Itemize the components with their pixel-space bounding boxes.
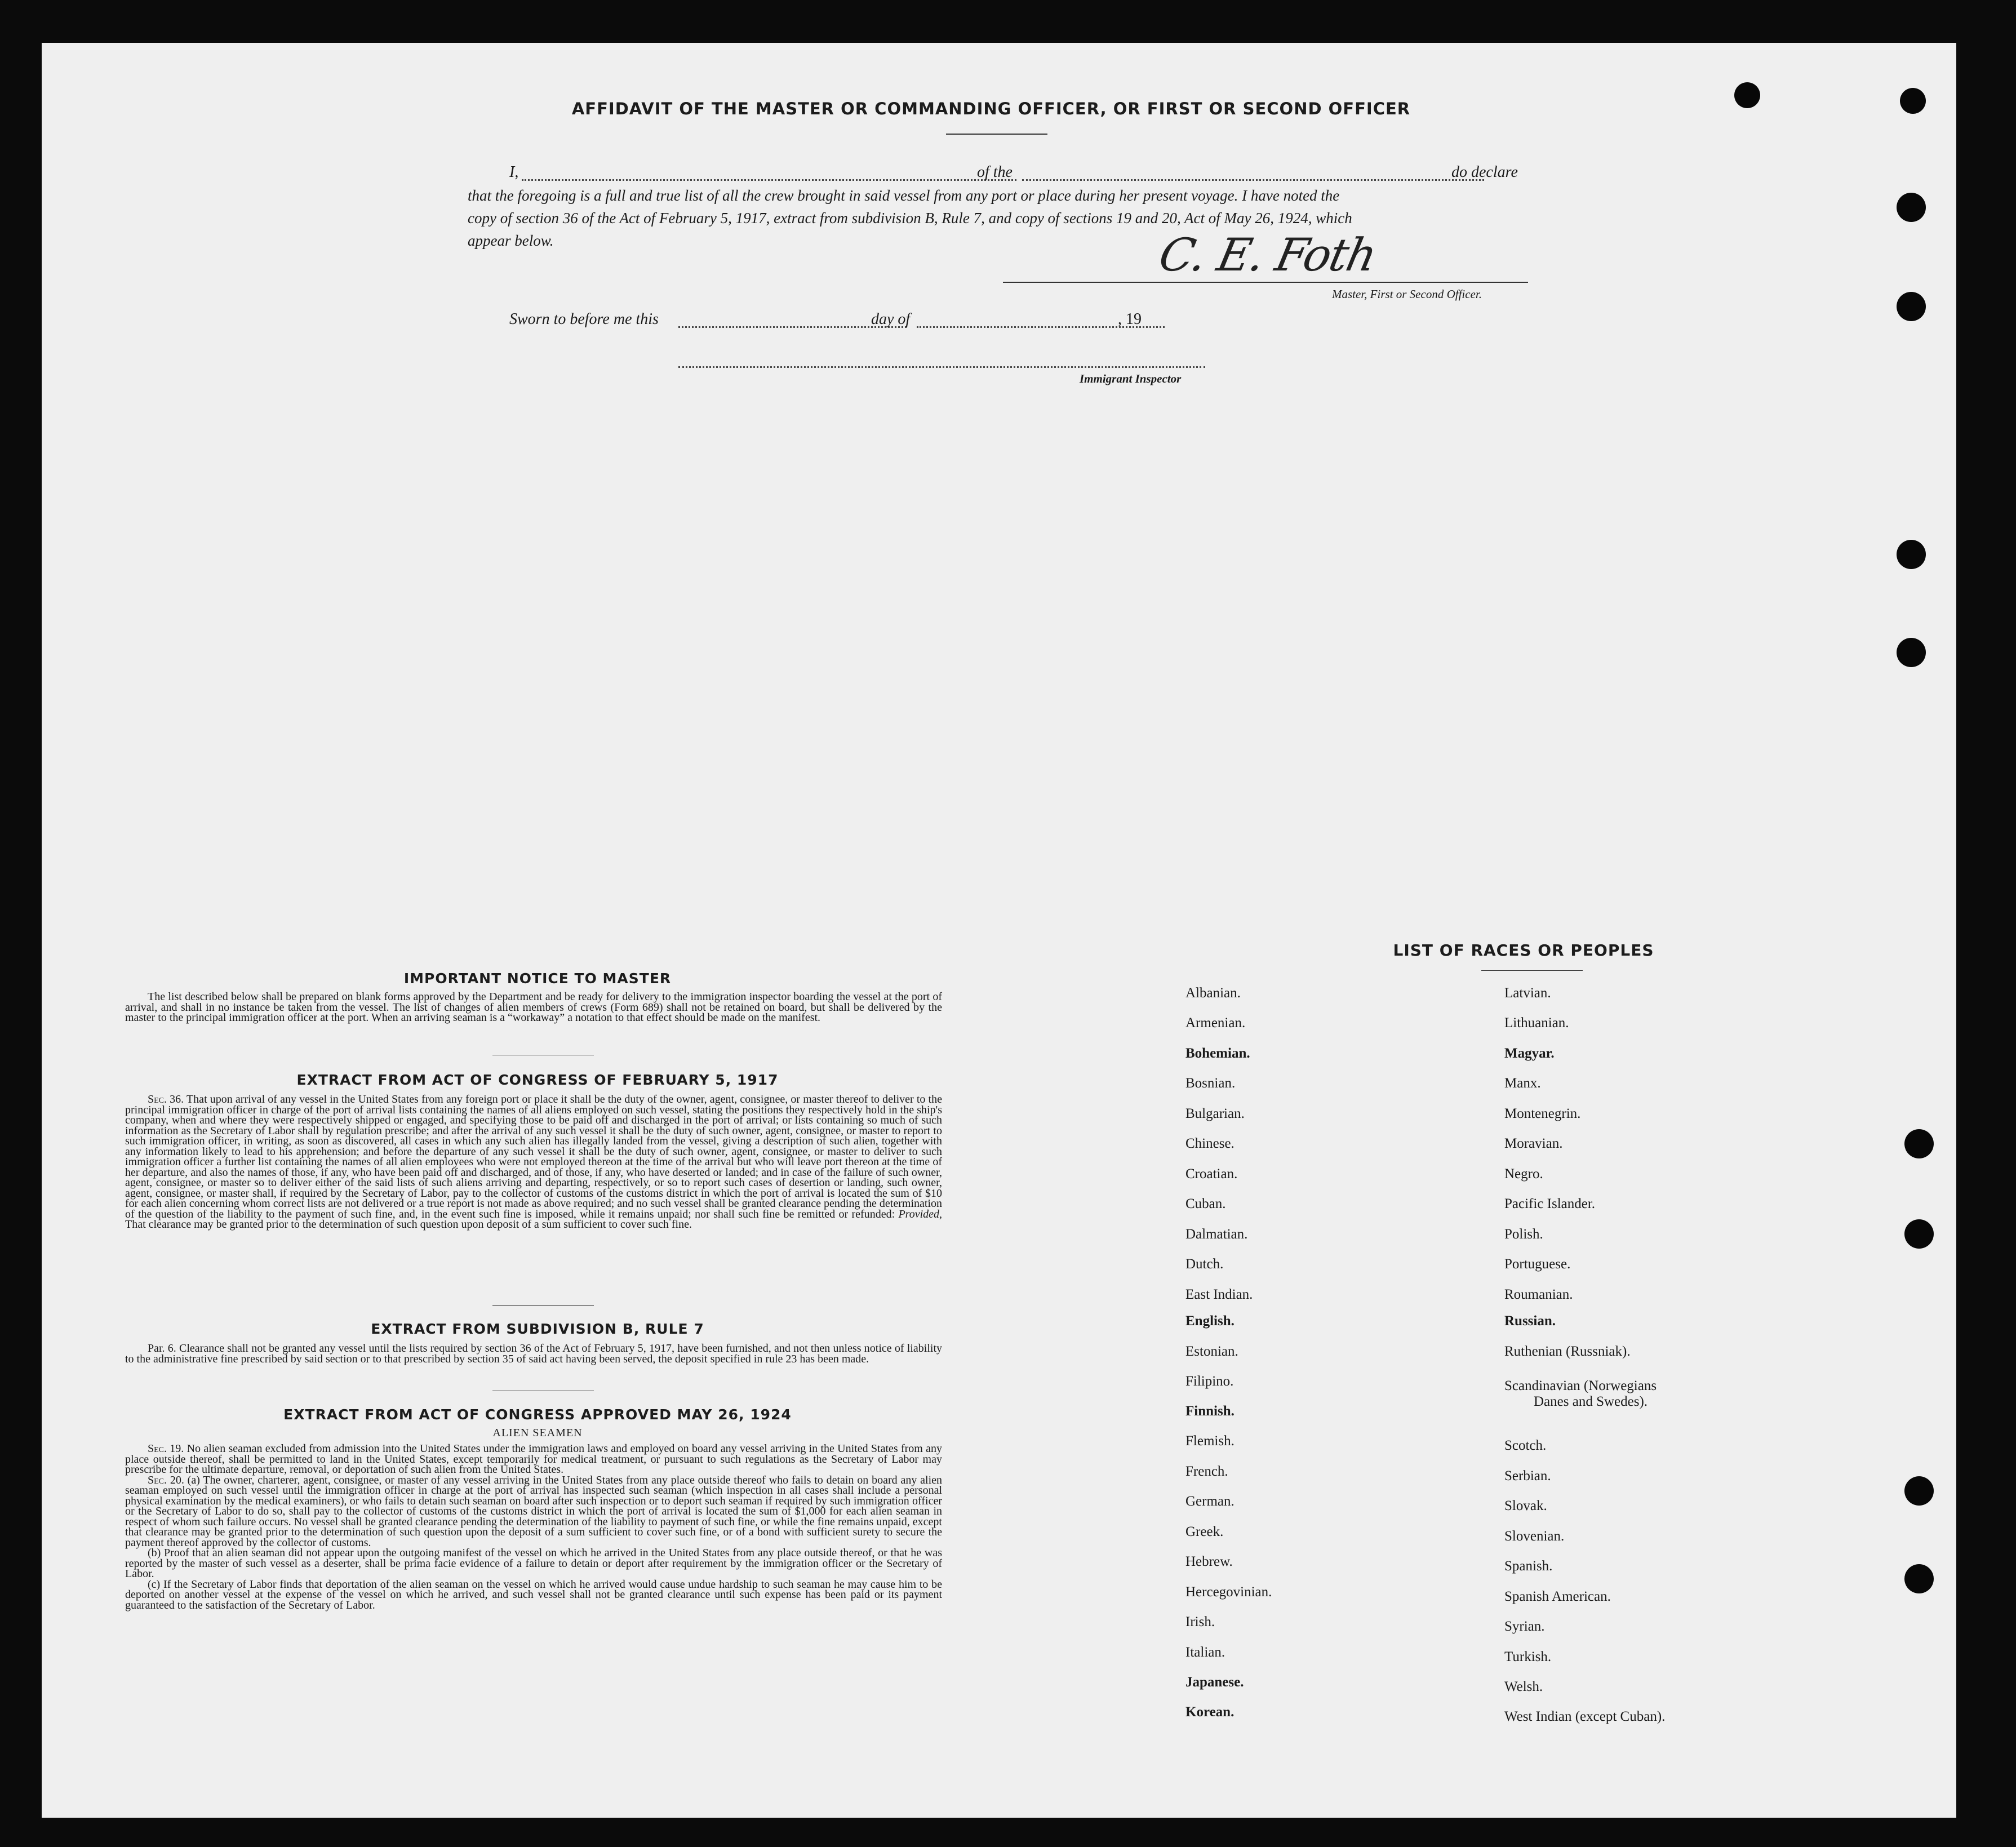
race-right-item: Slovak.: [1504, 1498, 1547, 1513]
signature-caption: Master, First or Second Officer.: [1332, 287, 1482, 301]
inspector-blank: [678, 366, 1205, 368]
binder-hole: [1897, 292, 1926, 321]
race-left-item: Croatian.: [1185, 1166, 1238, 1182]
race-right-item: Negro.: [1504, 1166, 1543, 1182]
race-right-item: Ruthenian (Russniak).: [1504, 1344, 1631, 1359]
notice-title: IMPORTANT NOTICE TO MASTER: [403, 970, 672, 987]
rule-7-title: EXTRACT FROM SUBDIVISION B, RULE 7: [371, 1321, 704, 1337]
sec-20a-text: (a) The owner, charterer, agent, consignee, or master of any vessel arriving in the United States from any place outside thereof who fails to detain on board any alien seaman employed on such vessel until the immigration officer in charge at the port of arrival has inspected such seaman (which inspection in all cases shall include a personal physical examination by the medical examiners), or who fails to detain such seaman on board after such inspection or to deport such seaman if required by such immigration officer or the Secretary of Labor to do so, shall pay to the collector of customs of the customs district in which the port of arrival is located the sum of $1,000 for each alien seaman in respect of whom such failure occurs. No vessel shall be granted clearance pending the determination of the liability to payment of such fine, or while the fine remains unpaid, except that clearance may be granted prior to the determination of such question upon the deposit of a sum sufficient to cover such fine, or of a bond with sufficient surety to secure the payment thereof approved by the collector of customs.: [125, 1473, 943, 1549]
inspector-caption: Immigrant Inspector: [1080, 372, 1182, 385]
race-right-item: Spanish.: [1504, 1559, 1553, 1574]
binder-hole: [1897, 193, 1926, 222]
sworn-label: Sworn to before me this: [509, 310, 659, 328]
master-signature: C. E. Foth: [1154, 229, 1381, 281]
race-right-item: Scotch.: [1504, 1438, 1547, 1453]
affidavit-of-the: of the: [977, 163, 1013, 181]
day-of-label: day of: [871, 310, 911, 328]
sec-20-label: Sec. 20.: [148, 1473, 184, 1486]
race-right-item: Roumanian.: [1504, 1287, 1573, 1302]
race-left-item: Flemish.: [1185, 1433, 1235, 1449]
race-left-item: Albanian.: [1185, 985, 1241, 1001]
race-left-item: Estonian.: [1185, 1344, 1238, 1359]
race-left-item: Filipino.: [1185, 1374, 1234, 1389]
form-page: [42, 43, 1956, 1818]
affidavit-line-4: appear below.: [468, 232, 554, 249]
sec-19-text: No alien seaman excluded from admission into the United States under the immigration laws and employed on board any vessel arriving in the United States from any place outside thereof, shall be permitted to land in the United States, except temporarily for medical treatment, or pursuant to such regulations as the Secretary of Labor may prescribe for the ultimate departure, removal, or deportation of such alien from the United States.: [125, 1442, 942, 1476]
race-left-item: Cuban.: [1185, 1196, 1226, 1211]
extract-1924-title: EXTRACT FROM ACT OF CONGRESS APPROVED MAY 26, 1924: [283, 1406, 792, 1423]
races-underline: [1481, 970, 1583, 971]
race-left-item: Bosnian.: [1185, 1076, 1236, 1091]
race-left-item: East Indian.: [1185, 1287, 1253, 1302]
race-left-item: Finnish.: [1185, 1404, 1235, 1419]
race-right-item: Serbian.: [1504, 1468, 1551, 1484]
signature-line: [1003, 282, 1528, 283]
race-right-item: Magyar.: [1504, 1046, 1555, 1061]
race-left-item: Dutch.: [1185, 1257, 1224, 1272]
affidavit-do-declare: do declare: [1451, 163, 1518, 181]
binder-hole: [1897, 540, 1926, 569]
race-right-item: Moravian.: [1504, 1136, 1563, 1151]
affidavit-line-3: copy of section 36 of the Act of February 5, 1917, extract from subdivision B, Rule 7, and copy of sections 19 and 20, Act of May 26, 1924, which: [468, 210, 1352, 227]
binder-hole: [1904, 1219, 1934, 1249]
race-right-item: Pacific Islander.: [1504, 1196, 1596, 1211]
vessel-blank: [1022, 179, 1484, 181]
race-left-item: Chinese.: [1185, 1136, 1235, 1151]
race-right-item: Portuguese.: [1504, 1257, 1571, 1272]
provided-word: Provided,: [898, 1207, 943, 1220]
race-left-item: Armenian.: [1185, 1015, 1246, 1031]
race-right-item: Latvian.: [1504, 985, 1551, 1001]
race-left-item: Korean.: [1185, 1704, 1235, 1720]
extract-1917-divider: [492, 1305, 594, 1306]
alien-seamen-subtitle: ALIEN SEAMEN: [492, 1427, 583, 1439]
extract-1917-text: [125, 1094, 942, 1230]
year-label: , 19: [1118, 310, 1142, 328]
race-right-item: Welsh.: [1504, 1679, 1543, 1694]
binder-hole: [1904, 1129, 1934, 1158]
races-title: LIST OF RACES OR PEOPLES: [1393, 941, 1654, 960]
extract-1924-text: [125, 1444, 942, 1610]
race-right-item: Turkish.: [1504, 1649, 1552, 1664]
race-right-item: Spanish American.: [1504, 1589, 1611, 1604]
sec-36-text-end: That clearance may be granted prior to the determination of such question upon deposit of a sum sufficient to cover such fine.: [125, 1218, 692, 1231]
race-left-item: English.: [1185, 1313, 1235, 1329]
race-left-item: French.: [1185, 1464, 1228, 1479]
binder-hole: [1900, 88, 1926, 114]
race-right-item: Manx.: [1504, 1076, 1541, 1091]
binder-hole: [1734, 82, 1760, 108]
affidavit-line-2: that the foregoing is a full and true list of all the crew brought in said vessel from any port or place during her present voyage. I have noted the: [468, 187, 1340, 204]
sec-36-label: Sec. 36.: [148, 1093, 184, 1105]
sec-20b-text: (b) Proof that an alien seaman did not appear upon the outgoing manifest of the vessel on which he arrived in the United States from any place outside thereof, or that he was reported by the master of such vessel as a deserter, shall be prima facie evidence of a failure to detain or deport after requirement by the immigration officer or the Secretary of Labor.: [125, 1547, 942, 1580]
sec-19-label: Sec. 19.: [148, 1442, 184, 1455]
race-right-item: Lithuanian.: [1504, 1015, 1569, 1031]
race-right-item: Russian.: [1504, 1313, 1556, 1329]
race-right-item: Syrian.: [1504, 1619, 1545, 1634]
race-left-item: Hercegovinian.: [1185, 1584, 1272, 1600]
race-right-item: Scandinavian (Norwegians: [1504, 1378, 1657, 1393]
race-left-item: German.: [1185, 1494, 1235, 1509]
race-left-item: Irish.: [1185, 1614, 1215, 1630]
affidavit-title: AFFIDAVIT OF THE MASTER OR COMMANDING OFFICER, OR FIRST OR SECOND OFFICER: [571, 99, 1411, 118]
race-left-item: Italian.: [1185, 1645, 1225, 1660]
binder-hole: [1897, 638, 1926, 667]
notice-text: The list described below shall be prepared on blank forms approved by the Department and be ready for delivery to the immigration inspector boarding the vessel at the port of arrival, and shall in no instance be taken from the vessel. The list of changes of alien members of crews (Form 689) shall not be retained on board, but shall be delivered by the master to the principal immigration officer at the port. When an arriving seaman is a “workaway” a notation to that effect should be made on the manifest.: [125, 991, 942, 1024]
sec-36-text: That upon arrival of any vessel in the United States from any foreign port or place it shall be the duty of the owner, agent, consignee, or master thereof to deliver to the principal immigration officer in charge of the port of arrival lists containing the names of all aliens employed on such vessel, stating the positions they respectively hold in the ship's company, when and where they were respectively shipped or engaged, and specifying those to be paid off and discharged in the port of arrival; or lists containing so much of such information as the Secretary of Labor shall by regulation prescribe; and after the arrival of any such vessel it shall be the duty of such owner, agent, consignee, or master to report to such immigration officer, in writing, as soon as discovered, all cases in which any such alien has illegally landed from the vessel, giving a description of such alien, together with any information likely to lead to his apprehension; and before the departure of any such vessel it shall be the duty of such owner, agent, consignee, or master to deliver to such immigration officer a further list containing the names of all alien employees who were not employed thereon at the time of the arrival but who will leave port thereon at the time of her departure, and also the names of those, if any, who have been paid off and discharged, and of those, if any, who have deserted or landed; and in case of the failure of such owner, agent, consignee, or master so to deliver either of the said lists of such aliens arriving and departing, respectively, or so to report such cases of desertion or landing, such owner, agent, consignee, or master shall, if required by the Secretary of Labor, pay to the collector of customs of the customs district in which the port of arrival is located the sum of $10 for each alien concerning whom correct lists are not delivered or a true report is not made as above required; and no such vessel shall be granted clearance pending the determination of the question of the liability to the payment of such fine, and, in the event such fine is imposed, while it remains unpaid; nor shall such fine be remitted or refunded:: [125, 1093, 942, 1220]
sec-20c-text: (c) If the Secretary of Labor finds that deportation of the alien seaman on the vessel on which he arrived would cause undue hardship to such seaman he may cause him to be deported on another vessel at the expense of the vessel on which he arrived, and such vessel shall not be granted clearance until such expense has been paid or its payment guaranteed to the satisfaction of the Secretary of Labor.: [125, 1578, 942, 1611]
title-underline: [946, 134, 1047, 135]
race-left-item: Greek.: [1185, 1524, 1224, 1539]
race-right-item: Slovenian.: [1504, 1529, 1565, 1544]
race-left-item: Bohemian.: [1185, 1046, 1250, 1061]
race-right-item: Danes and Swedes).: [1534, 1394, 1648, 1409]
binder-hole: [1904, 1564, 1934, 1593]
name-blank: [522, 179, 1016, 181]
race-left-item: Bulgarian.: [1185, 1106, 1245, 1121]
race-left-item: Hebrew.: [1185, 1554, 1233, 1569]
race-right-item: West Indian (except Cuban).: [1504, 1709, 1666, 1724]
race-left-item: Japanese.: [1185, 1675, 1244, 1690]
race-right-item: Polish.: [1504, 1227, 1543, 1242]
race-left-item: Dalmatian.: [1185, 1227, 1248, 1242]
affidavit-i-label: I,: [509, 163, 519, 181]
race-right-item: Montenegrin.: [1504, 1106, 1581, 1121]
extract-1917-title: EXTRACT FROM ACT OF CONGRESS OF FEBRUARY 5, 1917: [296, 1072, 779, 1088]
binder-hole: [1904, 1476, 1934, 1506]
rule-7-text: Par. 6. Clearance shall not be granted any vessel until the lists required by section 36 of the Act of February 5, 1917, have been furnished, and not then unless notice of liability to the administrative fine prescribed by said section or to that prescribed by section 35 of said act having been served, the deposit specified in rule 23 has been made.: [125, 1342, 942, 1365]
